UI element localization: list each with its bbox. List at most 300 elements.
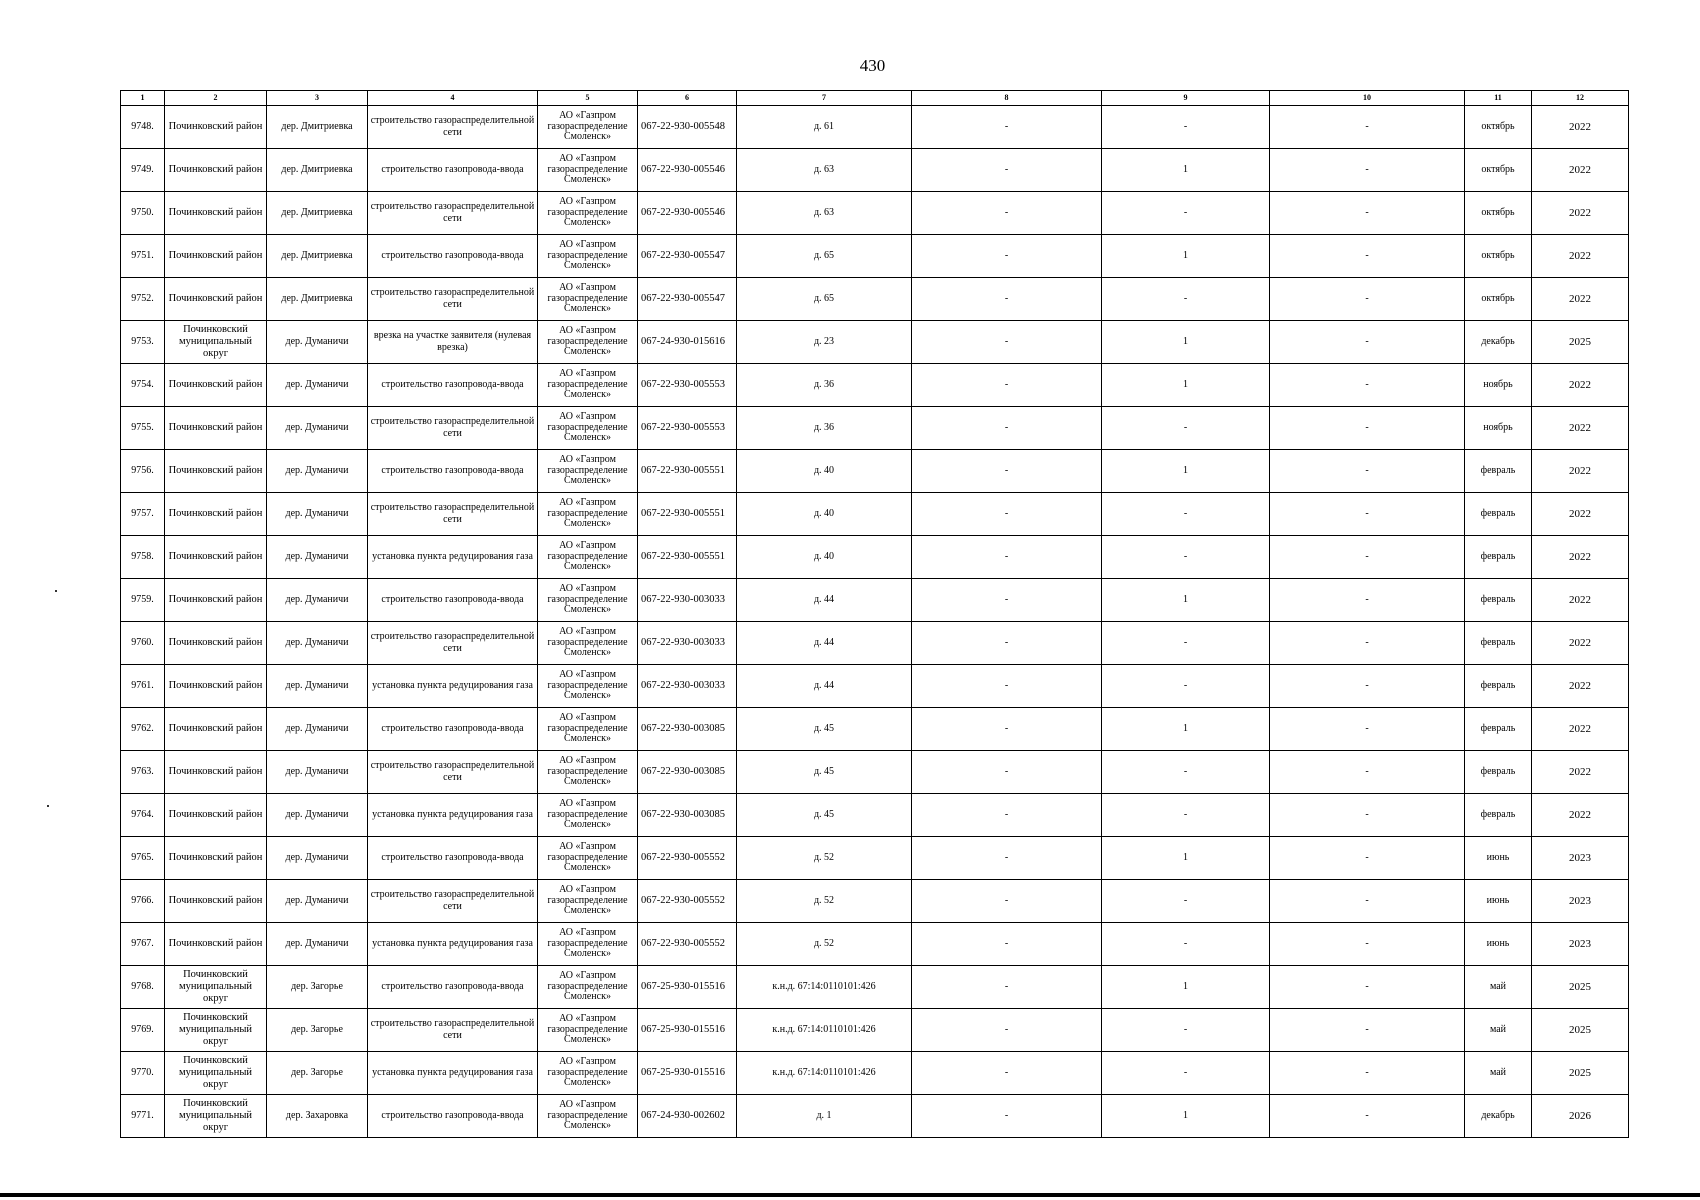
cell-district: Починковский район: [165, 450, 267, 493]
cell-work-type: строительство газораспределительной сети: [368, 278, 538, 321]
cell-col8: -: [912, 235, 1102, 278]
cell-address: д. 52: [737, 923, 912, 966]
cell-settlement: дер. Дмитриевка: [267, 106, 368, 149]
cell-col10: -: [1270, 1009, 1465, 1052]
cell-code: 067-22-930-003085: [638, 751, 737, 794]
cell-col9: -: [1102, 1052, 1270, 1095]
cell-settlement: дер. Думаничи: [267, 493, 368, 536]
cell-organization: АО «Газпром газораспределение Смоленск»: [538, 579, 638, 622]
cell-col10: -: [1270, 235, 1465, 278]
cell-year: 2025: [1532, 1009, 1629, 1052]
cell-number: 9769.: [121, 1009, 165, 1052]
cell-month: октябрь: [1465, 149, 1532, 192]
cell-month: февраль: [1465, 493, 1532, 536]
cell-code: 067-22-930-005552: [638, 837, 737, 880]
cell-code: 067-22-930-005551: [638, 493, 737, 536]
table-row: [121, 1052, 1629, 1095]
cell-number: 9764.: [121, 794, 165, 837]
cell-col9: -: [1102, 622, 1270, 665]
cell-organization: АО «Газпром газораспределение Смоленск»: [538, 837, 638, 880]
cell-address: к.н.д. 67:14:0110101:426: [737, 966, 912, 1009]
cell-col8: -: [912, 407, 1102, 450]
cell-work-type: строительство газораспределительной сети: [368, 880, 538, 923]
cell-settlement: дер. Дмитриевка: [267, 235, 368, 278]
cell-col8: -: [912, 493, 1102, 536]
data-table: [120, 90, 1629, 1138]
cell-work-type: строительство газораспределительной сети: [368, 751, 538, 794]
table-row: [121, 536, 1629, 579]
cell-district: Починковский район: [165, 149, 267, 192]
cell-number: 9762.: [121, 708, 165, 751]
cell-work-type: строительство газопровода-ввода: [368, 966, 538, 1009]
cell-settlement: дер. Думаничи: [267, 579, 368, 622]
cell-organization: АО «Газпром газораспределение Смоленск»: [538, 751, 638, 794]
cell-col8: -: [912, 536, 1102, 579]
cell-organization: АО «Газпром газораспределение Смоленск»: [538, 708, 638, 751]
cell-col10: -: [1270, 579, 1465, 622]
cell-code: 067-25-930-015516: [638, 966, 737, 1009]
cell-number: 9765.: [121, 837, 165, 880]
header-row: [121, 91, 1629, 106]
cell-col9: -: [1102, 192, 1270, 235]
cell-settlement: дер. Думаничи: [267, 450, 368, 493]
cell-address: д. 23: [737, 321, 912, 364]
cell-month: октябрь: [1465, 235, 1532, 278]
cell-number: 9767.: [121, 923, 165, 966]
cell-year: 2023: [1532, 880, 1629, 923]
cell-district: Починковский район: [165, 106, 267, 149]
cell-code: 067-22-930-003085: [638, 794, 737, 837]
cell-district: Починковский район: [165, 751, 267, 794]
cell-work-type: установка пункта редуцирования газа: [368, 536, 538, 579]
cell-address: д. 44: [737, 622, 912, 665]
column-header: 5: [538, 91, 638, 106]
cell-col8: -: [912, 364, 1102, 407]
cell-settlement: дер. Думаничи: [267, 794, 368, 837]
cell-month: июнь: [1465, 837, 1532, 880]
column-header: 6: [638, 91, 737, 106]
cell-code: 067-22-930-003085: [638, 708, 737, 751]
cell-col9: -: [1102, 1009, 1270, 1052]
cell-code: 067-22-930-005551: [638, 536, 737, 579]
cell-col10: -: [1270, 364, 1465, 407]
cell-col10: -: [1270, 149, 1465, 192]
cell-month: ноябрь: [1465, 364, 1532, 407]
cell-col9: -: [1102, 278, 1270, 321]
cell-col9: -: [1102, 923, 1270, 966]
cell-address: д. 63: [737, 192, 912, 235]
cell-settlement: дер. Дмитриевка: [267, 192, 368, 235]
cell-col10: -: [1270, 794, 1465, 837]
cell-number: 9753.: [121, 321, 165, 364]
cell-col8: -: [912, 622, 1102, 665]
page-number: 430: [859, 56, 886, 75]
cell-month: май: [1465, 1009, 1532, 1052]
cell-organization: АО «Газпром газораспределение Смоленск»: [538, 966, 638, 1009]
cell-address: к.н.д. 67:14:0110101:426: [737, 1009, 912, 1052]
column-header: 1: [121, 91, 165, 106]
cell-work-type: строительство газопровода-ввода: [368, 364, 538, 407]
cell-work-type: строительство газопровода-ввода: [368, 837, 538, 880]
cell-number: 9748.: [121, 106, 165, 149]
cell-month: май: [1465, 1052, 1532, 1095]
cell-year: 2022: [1532, 235, 1629, 278]
cell-col9: -: [1102, 880, 1270, 923]
cell-col9: -: [1102, 407, 1270, 450]
cell-work-type: строительство газораспределительной сети: [368, 106, 538, 149]
cell-col9: 1: [1102, 450, 1270, 493]
table-row: [121, 708, 1629, 751]
cell-district: Починковский район: [165, 407, 267, 450]
cell-work-type: строительство газопровода-ввода: [368, 579, 538, 622]
cell-code: 067-22-930-003033: [638, 579, 737, 622]
cell-year: 2022: [1532, 149, 1629, 192]
table-row: [121, 192, 1629, 235]
cell-col8: -: [912, 579, 1102, 622]
cell-organization: АО «Газпром газораспределение Смоленск»: [538, 1009, 638, 1052]
cell-district: Починковский район: [165, 235, 267, 278]
cell-year: 2025: [1532, 1052, 1629, 1095]
cell-work-type: строительство газопровода-ввода: [368, 235, 538, 278]
scan-speck: [47, 805, 49, 807]
cell-work-type: установка пункта редуцирования газа: [368, 1052, 538, 1095]
cell-month: октябрь: [1465, 278, 1532, 321]
cell-address: д. 44: [737, 665, 912, 708]
cell-col8: -: [912, 751, 1102, 794]
cell-organization: АО «Газпром газораспределение Смоленск»: [538, 536, 638, 579]
cell-organization: АО «Газпром газораспределение Смоленск»: [538, 106, 638, 149]
cell-year: 2022: [1532, 794, 1629, 837]
scan-speck: [55, 590, 57, 592]
cell-number: 9761.: [121, 665, 165, 708]
cell-work-type: строительство газораспределительной сети: [368, 192, 538, 235]
cell-work-type: строительство газопровода-ввода: [368, 1095, 538, 1138]
table-row: [121, 1095, 1629, 1138]
column-header: 12: [1532, 91, 1629, 106]
cell-col9: -: [1102, 106, 1270, 149]
cell-col8: -: [912, 880, 1102, 923]
table-row: [121, 751, 1629, 794]
cell-organization: АО «Газпром газораспределение Смоленск»: [538, 622, 638, 665]
cell-number: 9758.: [121, 536, 165, 579]
cell-settlement: дер. Думаничи: [267, 708, 368, 751]
cell-year: 2025: [1532, 321, 1629, 364]
cell-col8: -: [912, 1095, 1102, 1138]
cell-address: д. 40: [737, 450, 912, 493]
cell-col9: 1: [1102, 1095, 1270, 1138]
cell-code: 067-22-930-005546: [638, 192, 737, 235]
cell-district: Починковский район: [165, 622, 267, 665]
cell-number: 9751.: [121, 235, 165, 278]
cell-year: 2022: [1532, 278, 1629, 321]
table-row: [121, 880, 1629, 923]
cell-settlement: дер. Дмитриевка: [267, 278, 368, 321]
cell-organization: АО «Газпром газораспределение Смоленск»: [538, 321, 638, 364]
cell-district: Починковский район: [165, 837, 267, 880]
cell-col10: -: [1270, 622, 1465, 665]
cell-address: д. 36: [737, 364, 912, 407]
cell-year: 2022: [1532, 665, 1629, 708]
cell-col8: -: [912, 106, 1102, 149]
cell-col10: -: [1270, 450, 1465, 493]
cell-code: 067-22-930-005548: [638, 106, 737, 149]
column-header: 7: [737, 91, 912, 106]
table-row: [121, 407, 1629, 450]
table-row: [121, 579, 1629, 622]
cell-col10: -: [1270, 837, 1465, 880]
cell-col9: 1: [1102, 149, 1270, 192]
cell-year: 2023: [1532, 837, 1629, 880]
cell-month: декабрь: [1465, 1095, 1532, 1138]
cell-code: 067-22-930-005546: [638, 149, 737, 192]
cell-month: февраль: [1465, 708, 1532, 751]
cell-col8: -: [912, 1052, 1102, 1095]
cell-col9: -: [1102, 794, 1270, 837]
cell-address: д. 65: [737, 278, 912, 321]
cell-settlement: дер. Думаничи: [267, 923, 368, 966]
cell-number: 9770.: [121, 1052, 165, 1095]
cell-col10: -: [1270, 708, 1465, 751]
table-row: [121, 278, 1629, 321]
cell-address: д. 40: [737, 493, 912, 536]
cell-district: Починковский район: [165, 364, 267, 407]
column-header: 8: [912, 91, 1102, 106]
table-row: [121, 364, 1629, 407]
cell-year: 2022: [1532, 106, 1629, 149]
cell-settlement: дер. Думаничи: [267, 665, 368, 708]
cell-address: д. 45: [737, 751, 912, 794]
cell-col10: -: [1270, 192, 1465, 235]
cell-month: февраль: [1465, 794, 1532, 837]
cell-organization: АО «Газпром газораспределение Смоленск»: [538, 149, 638, 192]
table-row: [121, 665, 1629, 708]
cell-district: Починковский район: [165, 579, 267, 622]
cell-organization: АО «Газпром газораспределение Смоленск»: [538, 665, 638, 708]
column-header: 10: [1270, 91, 1465, 106]
cell-year: 2022: [1532, 536, 1629, 579]
cell-organization: АО «Газпром газораспределение Смоленск»: [538, 235, 638, 278]
cell-settlement: дер. Загорье: [267, 1009, 368, 1052]
cell-col9: -: [1102, 751, 1270, 794]
cell-month: февраль: [1465, 450, 1532, 493]
cell-col8: -: [912, 966, 1102, 1009]
cell-district: Починковский район: [165, 493, 267, 536]
table-row: [121, 493, 1629, 536]
cell-address: д. 45: [737, 794, 912, 837]
cell-month: февраль: [1465, 579, 1532, 622]
table-body: [121, 106, 1629, 1138]
cell-month: октябрь: [1465, 106, 1532, 149]
table-row: [121, 235, 1629, 278]
cell-address: д. 52: [737, 837, 912, 880]
cell-col9: 1: [1102, 321, 1270, 364]
cell-year: 2022: [1532, 493, 1629, 536]
cell-organization: АО «Газпром газораспределение Смоленск»: [538, 364, 638, 407]
cell-year: 2023: [1532, 923, 1629, 966]
cell-col8: -: [912, 149, 1102, 192]
cell-work-type: установка пункта редуцирования газа: [368, 923, 538, 966]
cell-address: д. 44: [737, 579, 912, 622]
cell-settlement: дер. Думаничи: [267, 407, 368, 450]
cell-month: декабрь: [1465, 321, 1532, 364]
cell-year: 2022: [1532, 192, 1629, 235]
table-row: [121, 321, 1629, 364]
cell-year: 2022: [1532, 708, 1629, 751]
column-header: 11: [1465, 91, 1532, 106]
cell-year: 2022: [1532, 751, 1629, 794]
cell-code: 067-24-930-002602: [638, 1095, 737, 1138]
cell-district: Починковский район: [165, 536, 267, 579]
cell-address: д. 45: [737, 708, 912, 751]
cell-month: февраль: [1465, 536, 1532, 579]
cell-district: Починковский район: [165, 665, 267, 708]
cell-address: к.н.д. 67:14:0110101:426: [737, 1052, 912, 1095]
cell-month: февраль: [1465, 622, 1532, 665]
cell-month: февраль: [1465, 751, 1532, 794]
cell-code: 067-22-930-005553: [638, 407, 737, 450]
cell-organization: АО «Газпром газораспределение Смоленск»: [538, 1095, 638, 1138]
cell-settlement: дер. Думаничи: [267, 321, 368, 364]
cell-organization: АО «Газпром газораспределение Смоленск»: [538, 794, 638, 837]
cell-col10: -: [1270, 278, 1465, 321]
cell-number: 9763.: [121, 751, 165, 794]
table-row: [121, 450, 1629, 493]
cell-number: 9760.: [121, 622, 165, 665]
cell-number: 9754.: [121, 364, 165, 407]
cell-code: 067-22-930-005551: [638, 450, 737, 493]
cell-number: 9755.: [121, 407, 165, 450]
cell-col8: -: [912, 278, 1102, 321]
cell-district: Починковский район: [165, 880, 267, 923]
cell-col9: -: [1102, 493, 1270, 536]
cell-organization: АО «Газпром газораспределение Смоленск»: [538, 278, 638, 321]
column-header: 3: [267, 91, 368, 106]
cell-work-type: врезка на участке заявителя (нулевая врезка): [368, 321, 538, 364]
cell-year: 2025: [1532, 966, 1629, 1009]
cell-month: июнь: [1465, 880, 1532, 923]
cell-year: 2022: [1532, 579, 1629, 622]
table-row: [121, 622, 1629, 665]
cell-col10: -: [1270, 880, 1465, 923]
cell-col8: -: [912, 321, 1102, 364]
cell-organization: АО «Газпром газораспределение Смоленск»: [538, 192, 638, 235]
cell-district: Починковский муниципальный округ: [165, 321, 267, 364]
cell-number: 9768.: [121, 966, 165, 1009]
cell-settlement: дер. Думаничи: [267, 622, 368, 665]
cell-work-type: установка пункта редуцирования газа: [368, 665, 538, 708]
cell-year: 2022: [1532, 407, 1629, 450]
cell-col10: -: [1270, 536, 1465, 579]
cell-col8: -: [912, 794, 1102, 837]
cell-work-type: строительство газораспределительной сети: [368, 1009, 538, 1052]
cell-col9: 1: [1102, 966, 1270, 1009]
bottom-rule: [0, 1193, 1700, 1197]
column-header: 2: [165, 91, 267, 106]
cell-district: Починковский район: [165, 192, 267, 235]
cell-year: 2022: [1532, 450, 1629, 493]
cell-code: 067-22-930-005553: [638, 364, 737, 407]
cell-col10: -: [1270, 407, 1465, 450]
cell-district: Починковский муниципальный округ: [165, 1009, 267, 1052]
cell-settlement: дер. Думаничи: [267, 880, 368, 923]
cell-number: 9771.: [121, 1095, 165, 1138]
cell-organization: АО «Газпром газораспределение Смоленск»: [538, 923, 638, 966]
cell-code: 067-25-930-015516: [638, 1052, 737, 1095]
cell-address: д. 36: [737, 407, 912, 450]
cell-month: ноябрь: [1465, 407, 1532, 450]
cell-work-type: строительство газопровода-ввода: [368, 450, 538, 493]
cell-work-type: установка пункта редуцирования газа: [368, 794, 538, 837]
cell-number: 9766.: [121, 880, 165, 923]
cell-organization: АО «Газпром газораспределение Смоленск»: [538, 450, 638, 493]
cell-col9: 1: [1102, 708, 1270, 751]
cell-district: Починковский муниципальный округ: [165, 966, 267, 1009]
cell-col8: -: [912, 923, 1102, 966]
cell-col8: -: [912, 665, 1102, 708]
table-row: [121, 837, 1629, 880]
cell-settlement: дер. Дмитриевка: [267, 149, 368, 192]
cell-code: 067-22-930-005552: [638, 923, 737, 966]
table-row: [121, 794, 1629, 837]
cell-district: Починковский район: [165, 278, 267, 321]
cell-address: д. 61: [737, 106, 912, 149]
cell-code: 067-22-930-003033: [638, 622, 737, 665]
cell-organization: АО «Газпром газораспределение Смоленск»: [538, 880, 638, 923]
cell-col8: -: [912, 837, 1102, 880]
cell-code: 067-24-930-015616: [638, 321, 737, 364]
cell-col9: -: [1102, 536, 1270, 579]
cell-col9: 1: [1102, 579, 1270, 622]
cell-code: 067-22-930-005547: [638, 235, 737, 278]
cell-col8: -: [912, 450, 1102, 493]
cell-col10: -: [1270, 493, 1465, 536]
cell-address: д. 65: [737, 235, 912, 278]
cell-number: 9750.: [121, 192, 165, 235]
cell-month: октябрь: [1465, 192, 1532, 235]
cell-work-type: строительство газопровода-ввода: [368, 149, 538, 192]
table-row: [121, 1009, 1629, 1052]
cell-month: февраль: [1465, 665, 1532, 708]
cell-organization: АО «Газпром газораспределение Смоленск»: [538, 407, 638, 450]
cell-organization: АО «Газпром газораспределение Смоленск»: [538, 493, 638, 536]
cell-year: 2026: [1532, 1095, 1629, 1138]
cell-col10: -: [1270, 923, 1465, 966]
cell-code: 067-22-930-005547: [638, 278, 737, 321]
cell-col10: -: [1270, 966, 1465, 1009]
cell-work-type: строительство газопровода-ввода: [368, 708, 538, 751]
cell-col8: -: [912, 708, 1102, 751]
cell-district: Починковский муниципальный округ: [165, 1095, 267, 1138]
cell-col10: -: [1270, 1095, 1465, 1138]
cell-number: 9757.: [121, 493, 165, 536]
cell-col10: -: [1270, 106, 1465, 149]
cell-district: Починковский район: [165, 708, 267, 751]
cell-district: Починковский муниципальный округ: [165, 1052, 267, 1095]
cell-code: 067-22-930-003033: [638, 665, 737, 708]
cell-work-type: строительство газораспределительной сети: [368, 407, 538, 450]
cell-col9: 1: [1102, 235, 1270, 278]
cell-settlement: дер. Загорье: [267, 966, 368, 1009]
cell-settlement: дер. Думаничи: [267, 751, 368, 794]
table-row: [121, 923, 1629, 966]
cell-address: д. 1: [737, 1095, 912, 1138]
column-header: 9: [1102, 91, 1270, 106]
cell-month: июнь: [1465, 923, 1532, 966]
cell-year: 2022: [1532, 622, 1629, 665]
cell-number: 9759.: [121, 579, 165, 622]
table-row: [121, 106, 1629, 149]
cell-work-type: строительство газораспределительной сети: [368, 493, 538, 536]
